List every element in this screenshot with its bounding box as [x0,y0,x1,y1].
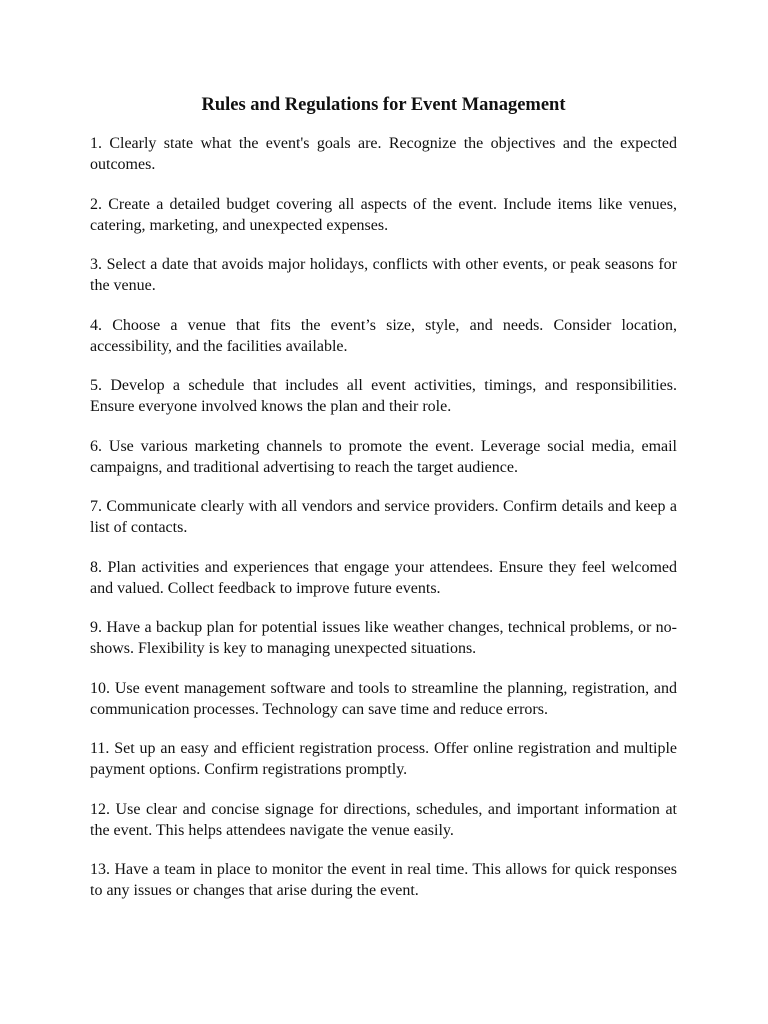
rule-item-10: 10. Use event management software and tools to streamline the planning, registration, and communication processes. Technology can save time and reduce errors. [90,679,677,718]
rule-item-3: 3. Select a date that avoids major holidays, conflicts with other events, or peak seasons for the venue. [90,256,677,294]
document-page [90,92,677,901]
rule-item-6: 6. Use various marketing channels to promote the event. Leverage social media, email campaigns, and traditional advertising to reach the target audience. [90,437,677,476]
rule-item-2: 2. Create a detailed budget covering all aspects of the event. Include items like venues, catering, marketing, and unexpected expenses. [90,195,677,234]
rule-item-7: 7. Communicate clearly with all vendors and service providers. Confirm details and keep a list of contacts. [90,498,677,536]
rule-item-1: 1. Clearly state what the event's goals are. Recognize the objectives and the expected outcomes. [90,135,677,173]
rule-item-13: 13. Have a team in place to monitor the event in real time. This allows for quick responses to any issues or changes that arise during the event. [90,861,677,899]
rule-item-11: 11. Set up an easy and efficient registration process. Offer online registration and multiple payment options. Confirm registrations promptly. [90,740,677,778]
rule-item-9: 9. Have a backup plan for potential issues like weather changes, technical problems, or no-shows. Flexibility is key to managing unexpected situations. [90,619,677,657]
document-title: Rules and Regulations for Event Management [201,95,566,115]
rule-item-12: 12. Use clear and concise signage for directions, schedules, and important information at the event. This helps attendees navigate the venue easily. [90,800,677,839]
rule-item-8: 8. Plan activities and experiences that engage your attendees. Ensure they feel welcomed and valued. Collect feedback to improve future events. [90,558,677,597]
rule-item-4: 4. Choose a venue that fits the event’s size, style, and needs. Consider location, accessibility, and the facilities available. [90,316,677,355]
rule-item-5: 5. Develop a schedule that includes all event activities, timings, and responsibilities. Ensure everyone involved knows the plan and their role. [90,377,677,415]
